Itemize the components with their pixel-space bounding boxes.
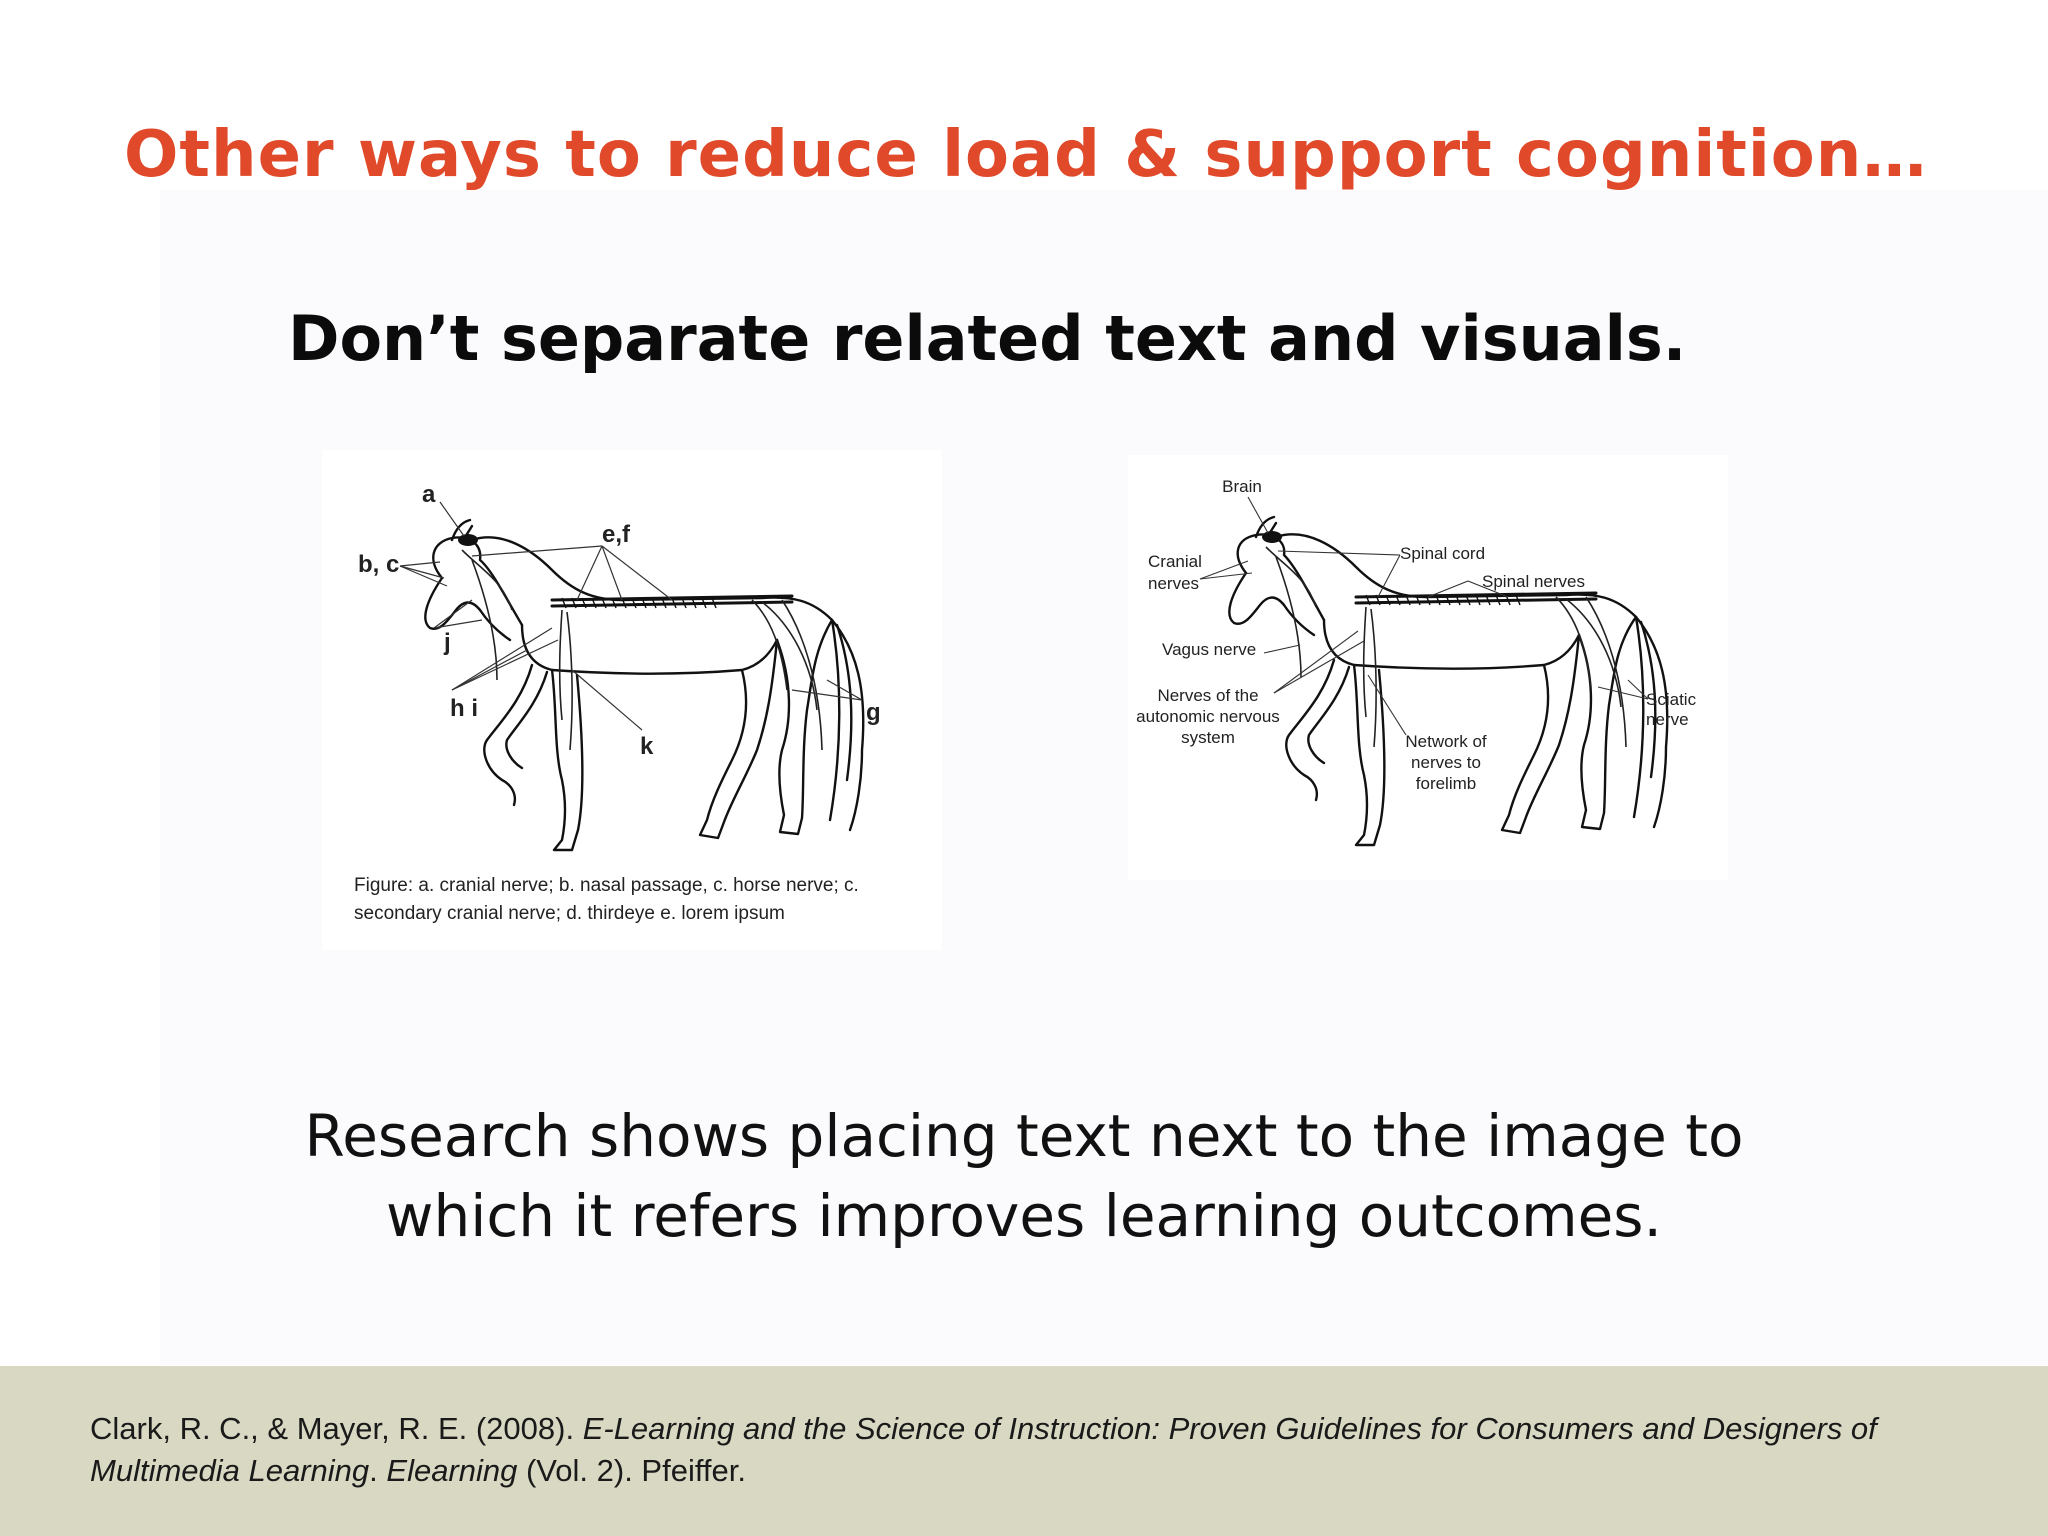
label-bc: b, c — [358, 551, 400, 578]
citation-authors: Clark, R. C., & Mayer, R. E. (2008). — [90, 1411, 583, 1446]
label-j: j — [444, 629, 451, 656]
label-vagus: Vagus nerve — [1162, 640, 1257, 659]
label-sciatic-1: Sciatic — [1646, 690, 1697, 709]
label-autonomic-1: Nerves of the — [1157, 686, 1259, 705]
label-cranial-2: nerves — [1148, 574, 1200, 593]
brain-mark — [1262, 531, 1282, 543]
label-g: g — [866, 699, 881, 726]
citation-book-title: E-Learning and the Science of Instruction: Proven Guidelines for Consumers and Designers of Multimedia Learning — [90, 1411, 1877, 1488]
citation-series: Elearning — [386, 1453, 518, 1488]
body-text-line1: Research shows placing text next to the image to — [304, 1102, 1744, 1170]
label-cranial-1: Cranial — [1148, 552, 1202, 571]
figure-caption-line1: Figure: a. cranial nerve; b. nasal passage, c. horse nerve; c. — [354, 875, 859, 896]
label-k: k — [640, 733, 654, 760]
label-network-1: Network of — [1405, 732, 1487, 751]
slide-subtitle: Don’t separate related text and visuals. — [288, 302, 1687, 375]
right-horse-figure — [1128, 455, 1728, 880]
citation-separator: . — [369, 1453, 387, 1488]
label-spinal-cord: Spinal cord — [1400, 544, 1486, 563]
label-sciatic-2: nerve — [1646, 710, 1689, 729]
label-spinal-nerves: Spinal nerves — [1482, 572, 1586, 591]
right-horse-diagram — [1128, 455, 1728, 880]
label-hi: h i — [450, 695, 478, 722]
label-brain: Brain — [1222, 477, 1262, 496]
label-autonomic-3: system — [1181, 728, 1235, 747]
body-text — [150, 1096, 1898, 1256]
left-horse-diagram — [322, 450, 942, 870]
label-network-3: forelimb — [1415, 774, 1477, 793]
citation-rest: (Vol. 2). Pfeiffer. — [517, 1453, 746, 1488]
brain-mark — [458, 534, 478, 546]
body-text-line2: which it refers improves learning outcomes. — [386, 1182, 1662, 1250]
figure-caption-line2: secondary cranial nerve; d. thirdeye e. lorem ipsum — [354, 903, 785, 924]
label-a: a — [422, 481, 436, 508]
label-ef: e,f — [602, 521, 631, 548]
figure-caption — [354, 872, 974, 928]
label-autonomic-2: autonomic nervous — [1136, 707, 1280, 726]
citation — [90, 1408, 1970, 1492]
slide-title: Other ways to reduce load & support cognition… — [124, 118, 1928, 192]
label-network-2: nerves to — [1411, 753, 1481, 772]
